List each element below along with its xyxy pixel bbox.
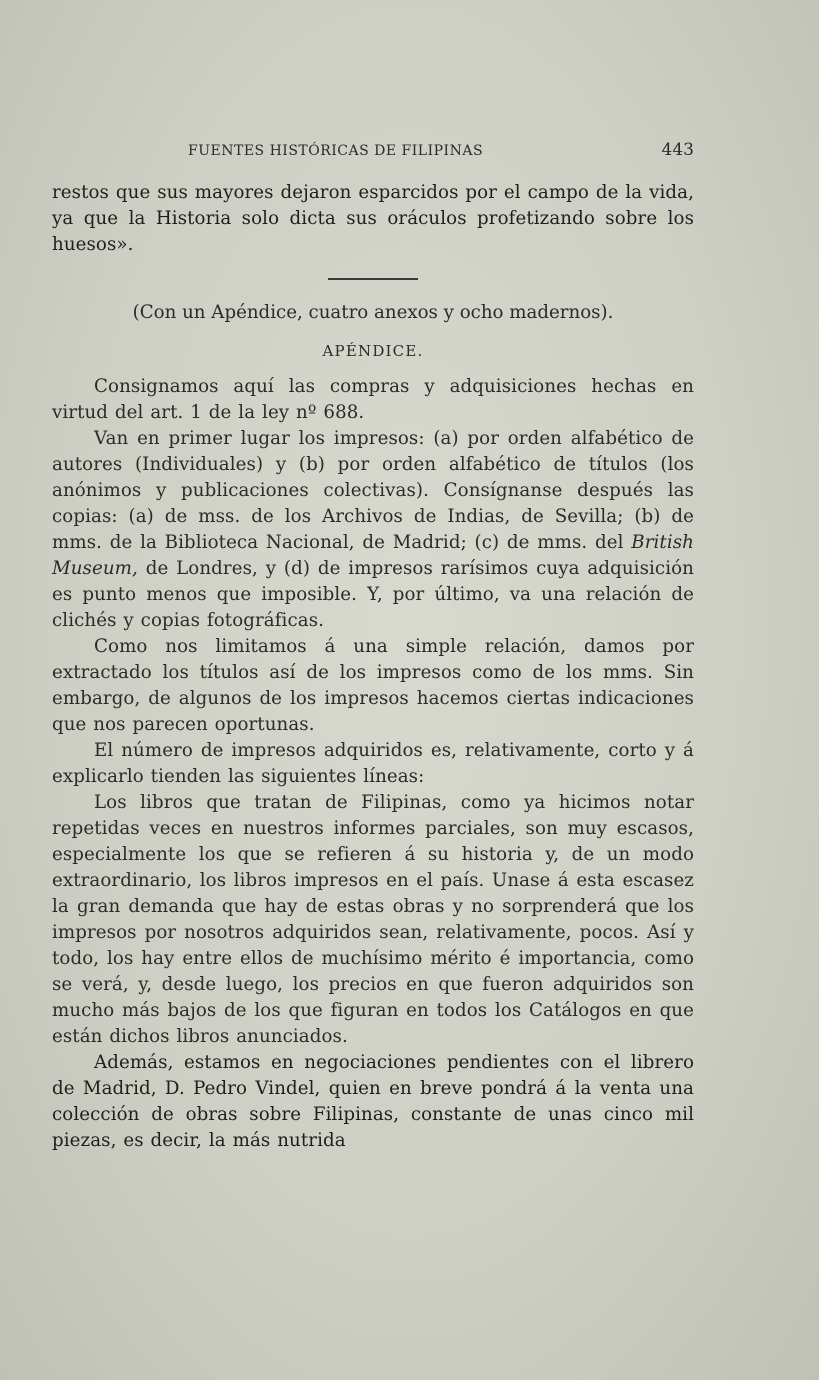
opening-paragraph: restos que sus mayores dejaron esparcidos por el campo de la vida, ya que la Historia solo dicta sus oráculos profetizando sobre los huesos». [52, 182, 694, 255]
appendix-heading: APÉNDICE. [322, 342, 424, 360]
body-text [52, 180, 694, 258]
running-title: FUENTES HISTÓRICAS DE FILIPINAS [188, 143, 484, 159]
paragraph-purchases: Consignamos aquí las compras y adquisiciones hechas en virtud del art. 1 de la ley nº 688. [52, 376, 694, 423]
british-museum-italic: British Museum, [52, 532, 694, 579]
paragraph-negotiations: Además, estamos en negociaciones pendientes con el librero de Madrid, D. Pedro Vindel, quien en breve pondrá á la venta una colección de obras sobre Filipinas, constante de unas cinco mil piezas, es decir, la más nutrida [52, 1052, 694, 1151]
running-header [52, 140, 694, 180]
paragraph-books: Los libros que tratan de Filipinas, como ya hicimos notar repetidas veces en nuestros informes parciales, son muy escasos, especialmente los que se refieren á su historia y, de un modo extraordinario, los libros impresos en el país. Unase á esta escasez la gran demanda que hay de estas obras y no sorprenderá que los impresos por nosotros adquiridos sean, relativamente, pocos. Así y todo, los hay entre ellos de muchísimo mérito é importancia, como se verá, y, desde luego, los precios en que fueron adquiridos son mucho más bajos de los que figuran en todos los Catálogos en que están dichos libros anunciados. [52, 792, 694, 1047]
book-page [52, 140, 694, 1154]
paragraph-ordering-text: Van en primer lugar los impresos: (a) por orden alfabético de autores (Individuales) y (b) por orden alfabético de títulos (los anónimos y publicaciones colectivas). Consígnanse después las copias: (a) de mss. de los Archivos de Indias, de Sevilla; (b) de mms. de la Biblioteca Nacional, de Madrid; (c) de mms. del [52, 428, 694, 553]
paragraph-relation: Como nos limitamos á una simple relación, damos por extractado los títulos así de los impresos como de los mms. Sin embargo, de algunos de los impresos hacemos ciertas indicaciones que nos parecen oportunas. [52, 636, 694, 735]
page-number: 443 [661, 140, 694, 160]
paragraph-number: El número de impresos adquiridos es, relativamente, corto y á explicarlo tienden las siguientes líneas: [52, 740, 694, 787]
appendix-body [52, 374, 694, 1154]
appendix-note: (Con un Apéndice, cuatro anexos y ocho madernos). [132, 302, 614, 323]
paragraph-ordering-text-end: de Londres, y (d) de impresos rarísimos cuya adquisición es punto menos que imposible. Y, por último, va una relación de clichés y copias fotográficas. [52, 558, 694, 631]
paragraph-ordering [52, 426, 694, 634]
section-divider [328, 278, 418, 280]
